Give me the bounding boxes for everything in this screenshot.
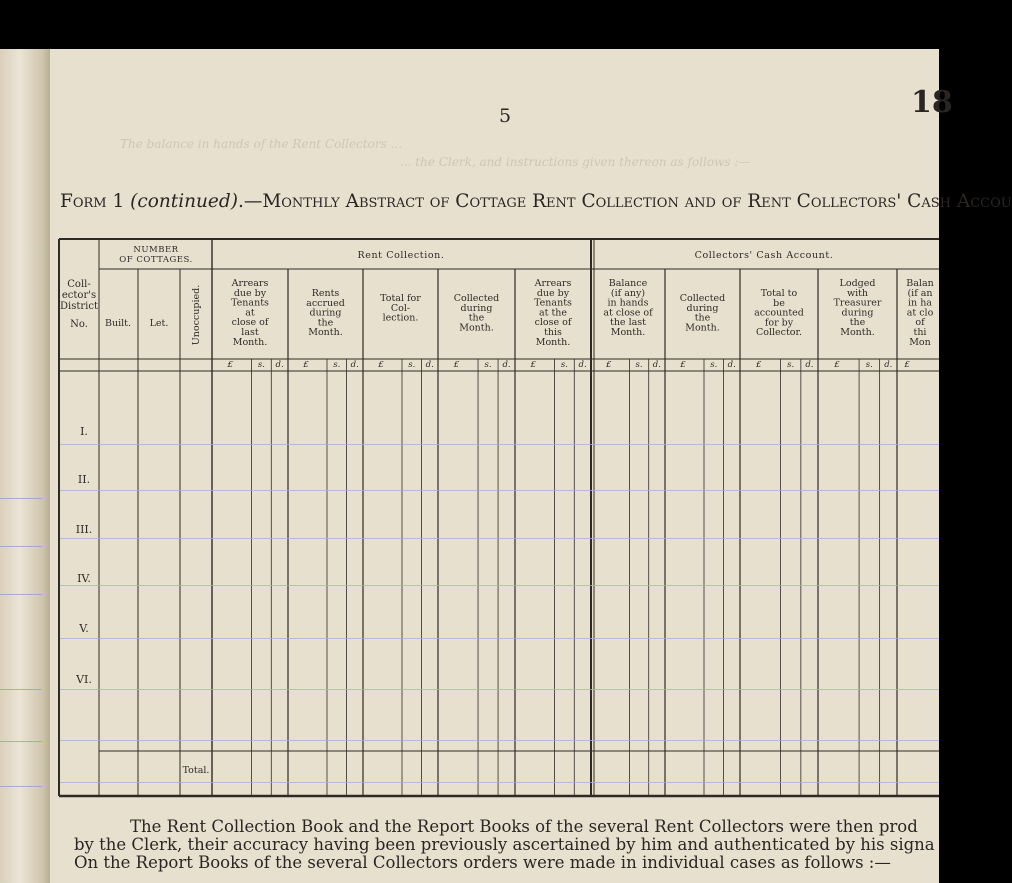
district-column-header: ector's (61, 290, 97, 301)
money-column-header: during (841, 307, 874, 319)
district-row-label: IV. (77, 572, 91, 585)
currency-pound: £ (530, 360, 536, 370)
money-column-header: due by (536, 287, 570, 299)
money-column-header: accrued (306, 297, 345, 309)
page-ruling (60, 689, 939, 690)
money-column-header: due by (233, 287, 267, 299)
district-row-label: III. (75, 523, 93, 536)
money-column-header: lection. (382, 312, 419, 324)
money-column-header: last (241, 327, 259, 338)
district-row-label: I. (80, 425, 88, 438)
currency-pound: £ (904, 360, 910, 370)
money-column-header: the (468, 312, 485, 324)
money-column-header: Treasurer (833, 297, 882, 309)
money-column-header: the last (610, 317, 646, 329)
currency-shilling: s. (865, 360, 873, 370)
page-ruling (60, 782, 939, 783)
currency-shilling: s. (710, 360, 718, 370)
money-column-header: Balan (906, 278, 934, 289)
currency-pound: £ (303, 360, 309, 370)
money-column-header: thi (913, 327, 927, 338)
currency-pound: £ (680, 360, 686, 370)
money-column-header: Month. (232, 336, 268, 348)
district-row-label: II. (77, 473, 91, 486)
currency-shilling: s. (635, 360, 643, 370)
money-column-header: Lodged (839, 278, 876, 289)
footer-line: The Rent Collection Book and the Report Books of the several Rent Collectors were then prod (130, 817, 918, 836)
money-column-header: of (915, 317, 925, 329)
page-ruling (60, 638, 939, 639)
money-column-header: Collected (453, 293, 500, 304)
money-column-header: Total for (380, 293, 421, 304)
total-label: Total. (182, 765, 210, 776)
money-column-header: during (309, 307, 342, 319)
corner-number: 18 (911, 85, 953, 120)
built-column-header: Built. (104, 318, 132, 329)
page-ruling (60, 538, 939, 539)
district-column-header: Coll- (67, 279, 91, 290)
page-ruling (60, 444, 939, 445)
footer-line: by the Clerk, their accuracy having been previously ascertained by him and authenticated by his signa (74, 835, 935, 854)
currency-pound: £ (453, 360, 460, 370)
currency-shilling: s. (257, 360, 265, 370)
unoccupied-column-header: Unoccupied. (191, 284, 202, 346)
group-header-cottages-line: OF COTTAGES. (119, 255, 193, 265)
money-column-header: Balance (608, 278, 648, 289)
currency-shilling: s. (333, 360, 341, 370)
currency-pound: £ (606, 360, 612, 370)
currency-pence: d. (425, 360, 434, 370)
money-column-header: in ha (908, 297, 932, 309)
money-column-header: during (460, 302, 493, 314)
currency-pound: £ (756, 360, 762, 370)
page-number: 5 (499, 105, 512, 127)
money-column-header: (if an (907, 287, 933, 299)
group-header-rent-collection: Rent Collection. (357, 250, 445, 261)
form-title-continued: (continued) (130, 191, 238, 212)
currency-shilling: s. (408, 360, 416, 370)
money-column-header: at (245, 307, 255, 319)
money-column-header: be (773, 297, 785, 309)
money-column-header: Month. (610, 327, 646, 338)
footer-line: On the Report Books of the several Collectors orders were made in individual cases as follows :— (74, 853, 891, 872)
document-page (0, 49, 1012, 883)
money-column-header: at close of (603, 307, 653, 319)
money-column-header: at clo (906, 307, 934, 319)
money-column-header: Month. (459, 322, 494, 334)
money-column-header: close of (231, 317, 269, 329)
currency-shilling: s. (484, 360, 492, 370)
money-column-header: Collected (679, 293, 726, 304)
currency-pence: d. (502, 360, 511, 370)
money-column-header: Rents (311, 288, 340, 299)
page-ruling (60, 740, 939, 741)
currency-pence: d. (350, 360, 359, 370)
bleed-through-text: ... the Clerk, and instructions given thereon as follows :— (400, 155, 751, 169)
money-column-header: the (849, 317, 866, 329)
money-column-header: accounted (754, 307, 804, 319)
money-column-header: at the (538, 307, 568, 319)
money-column-header: Tenants (534, 297, 572, 309)
money-column-header: Arrears (231, 278, 269, 289)
money-column-header: Month. (308, 327, 343, 339)
district-column-header: No. (70, 319, 88, 330)
form-title-rest: .—Monthly Abstract of Cottage Rent Collection and of Rent Collectors' Cash Accou (237, 191, 1012, 212)
currency-pence: d. (275, 360, 284, 370)
let-column-header: Let. (149, 318, 169, 329)
page-ruling (60, 585, 939, 586)
group-header-cash-account: Collectors' Cash Account. (694, 250, 834, 261)
page-ruling (60, 490, 939, 491)
currency-pound: £ (227, 360, 233, 370)
money-column-header: with (846, 287, 869, 299)
money-column-header: (if any) (610, 287, 646, 299)
money-column-header: Tenants (231, 297, 269, 309)
money-column-header: Month. (840, 327, 875, 338)
currency-pence: d. (805, 360, 814, 370)
money-column-header: Collector. (755, 327, 803, 339)
money-column-header: Col- (390, 302, 411, 314)
district-row-label: VI. (76, 673, 92, 686)
money-column-header: during (686, 302, 719, 314)
currency-pound: £ (834, 360, 840, 370)
money-column-header: Month. (535, 336, 571, 348)
money-column-header: Month. (685, 322, 720, 334)
currency-pence: d. (884, 360, 893, 370)
currency-pence: d. (578, 360, 587, 370)
footer-paragraph (74, 818, 935, 872)
money-column-header: Total to (760, 288, 798, 299)
group-header-cottages-line: NUMBER (133, 245, 179, 255)
money-column-header: this (544, 327, 562, 338)
currency-pound: £ (378, 360, 384, 370)
money-column-header: in hands (607, 297, 649, 309)
money-column-header: Arrears (534, 278, 572, 289)
currency-pence: d. (652, 360, 661, 370)
money-column-header: the (694, 312, 711, 324)
district-column-header: District (60, 301, 98, 312)
bleed-through-text: The balance in hands of the Rent Collectors ... (120, 137, 403, 151)
currency-shilling: s. (787, 360, 795, 370)
currency-pence: d. (727, 360, 736, 370)
abstract-table (0, 49, 939, 883)
money-column-header: the (317, 317, 334, 329)
district-row-label: V. (79, 622, 89, 635)
form-title-prefix: Form 1 (60, 191, 131, 212)
money-column-header: for by (764, 317, 794, 329)
money-column-header: close of (534, 317, 572, 329)
money-column-header: Mon (909, 336, 931, 348)
currency-shilling: s. (560, 360, 568, 370)
